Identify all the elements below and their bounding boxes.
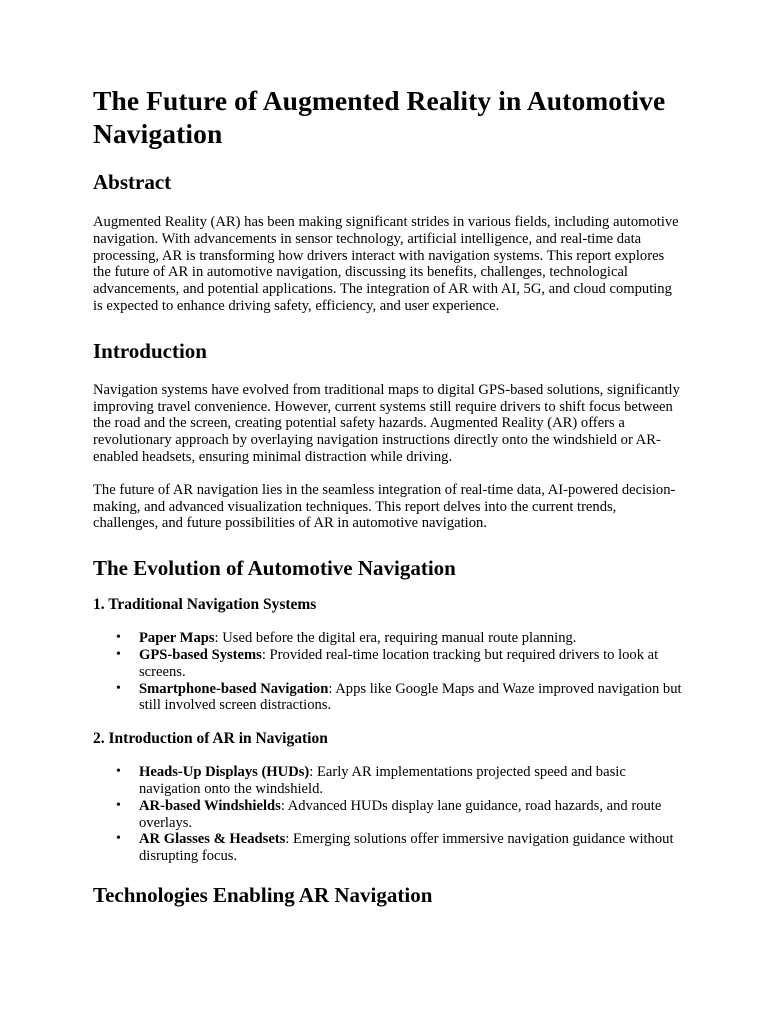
abstract-heading: Abstract [93, 170, 172, 194]
list-item-desc: : Used before the digital era, requiring manual route planning. [214, 630, 577, 647]
list-item [139, 681, 683, 715]
list-item [139, 630, 683, 647]
list-item-term: AR Glasses & Headsets [139, 831, 286, 848]
list-item-term: Heads-Up Displays (HUDs) [139, 764, 310, 781]
list-item [139, 647, 683, 681]
section-heading-ar-introduction: 2. Introduction of AR in Navigation [93, 730, 328, 748]
list-item-term: Paper Maps [139, 630, 215, 647]
abstract-paragraph: Augmented Reality (AR) has been making significant strides in various fields, including automotive navigation. With advancements in sensor technology, artificial intelligence, and real-time data processing, AR is transforming how drivers interact with navigation systems. This report explores the future of AR in automotive navigation, discussing its benefits, challenges, technological advancements, and potential applications. The integration of AR with AI, 5G, and cloud computing is expected to enhance driving safety, efficiency, and user experience. [93, 214, 679, 314]
list-item [139, 831, 683, 865]
list-item-desc: : Advanced HUDs display lane guidance, road hazards, and route overlays. [139, 797, 662, 831]
document-content [93, 84, 683, 908]
list-item [139, 764, 683, 798]
list-item-desc: : Early AR implementations projected speed and basic navigation onto the windshield. [139, 764, 626, 797]
list-item-term: Smartphone-based Navigation [139, 680, 329, 697]
list-item-term: AR-based Windshields [139, 797, 281, 814]
document-title: The Future of Augmented Reality in Automotive Navigation [93, 85, 666, 149]
traditional-list [93, 630, 683, 714]
introduction-heading: Introduction [93, 338, 207, 363]
introduction-paragraph-1: Navigation systems have evolved from traditional maps to digital GPS-based solutions, significantly improving travel convenience. However, current systems still require drivers to shift focus between the road and the screen, creating potential safety hazards. Augmented Reality (AR) offers a revolutionary approach by overlaying navigation instructions directly onto the windshield or AR-enabled headsets, ensuring minimal distraction while driving. [93, 381, 680, 465]
list-item-term: GPS-based Systems [139, 646, 262, 663]
list-item-desc: : Emerging solutions offer immersive navigation guidance without disrupting focus. [139, 831, 674, 865]
list-item [139, 798, 683, 832]
section-heading-traditional: 1. Traditional Navigation Systems [93, 596, 317, 614]
evolution-heading: The Evolution of Automotive Navigation [93, 556, 456, 581]
technologies-heading: Technologies Enabling AR Navigation [93, 882, 433, 907]
ar-introduction-list [93, 764, 683, 865]
introduction-paragraph-2: The future of AR navigation lies in the seamless integration of real-time data, AI-powered decision-making, and advanced visualization techniques. This report delves into the current trends, challenges, and future possibilities of AR in automotive navigation. [93, 481, 676, 532]
list-item-desc: : Provided real-time location tracking but required drivers to look at screens. [139, 646, 659, 680]
list-item-desc: : Apps like Google Maps and Waze improved navigation but still involved screen distractions. [139, 680, 682, 714]
